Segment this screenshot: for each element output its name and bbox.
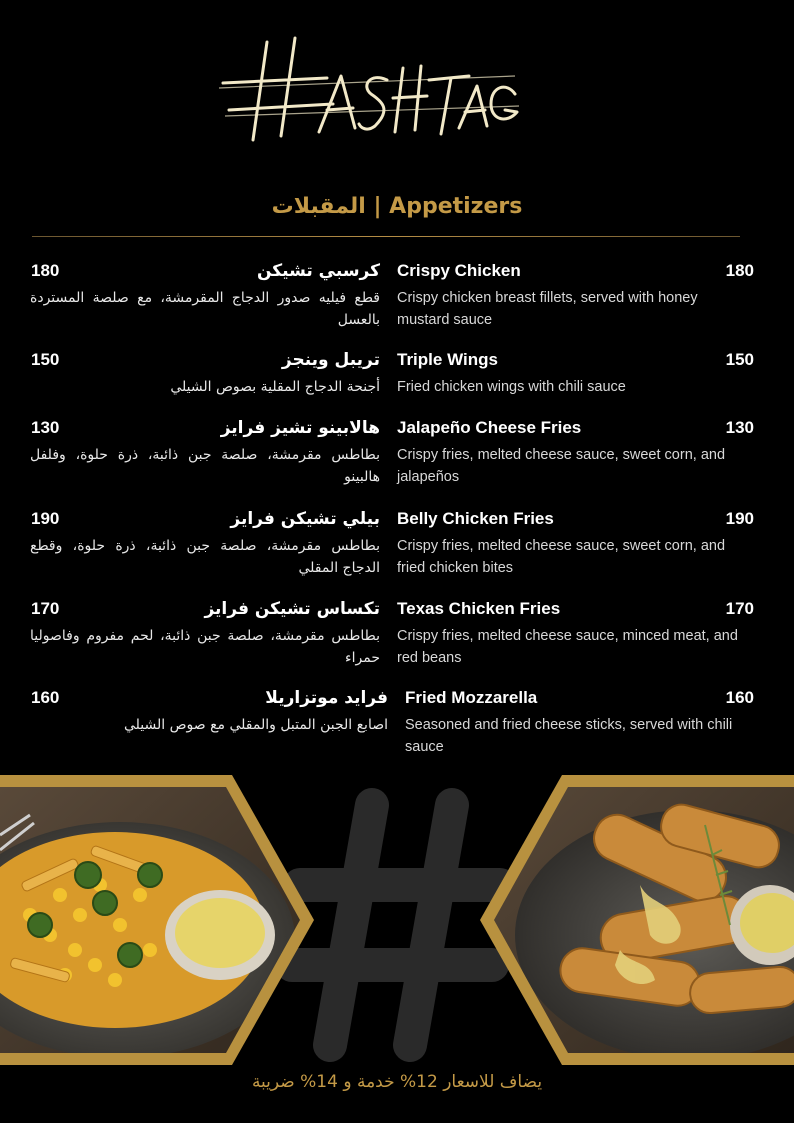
crispy-chicken-photo <box>480 775 794 1065</box>
item-name-en: Triple Wings <box>397 350 498 369</box>
item-desc-en: Crispy chicken breast fillets, served with honey mustard sauce <box>397 290 698 328</box>
cheese-fries-photo <box>0 775 320 1065</box>
item-desc-ar: اصابع الجبن المتبل والمقلي مع صوص الشيلي <box>123 717 388 733</box>
item-name-en: Belly Chicken Fries <box>397 509 554 528</box>
section-title: المقبلات | Appetizers <box>271 194 523 219</box>
price-ar: 190 <box>31 509 60 528</box>
tax-service-note: يضاف للاسعار 12% خدمة و 14% ضريبة <box>251 1072 543 1092</box>
item-desc-en: Fried chicken wings with chili sauce <box>397 379 626 395</box>
item-desc-ar: قطع فيليه صدور الدجاج المقرمشة، مع صلصة المستردة بالعسل <box>30 290 380 328</box>
item-desc-en: Crispy fries, melted cheese sauce, sweet corn, and fried chicken bites <box>397 538 726 576</box>
item-desc-ar: أجنحة الدجاج المقلية بصوص الشيلي <box>170 379 380 395</box>
price-ar: 130 <box>31 418 60 437</box>
section-divider <box>32 236 740 237</box>
item-name-ar: بيلي تشيكن فرايز <box>230 509 380 529</box>
item-name-en: Fried Mozzarella <box>405 688 538 707</box>
item-name-en: Texas Chicken Fries <box>397 599 561 618</box>
item-name-ar: فرايد موتزاريلا <box>265 688 388 708</box>
price-ar: 150 <box>31 350 60 369</box>
price-en: 130 <box>725 418 754 437</box>
price-ar: 170 <box>31 599 60 618</box>
item-name-en: Crispy Chicken <box>397 261 521 280</box>
price-ar: 160 <box>31 688 60 707</box>
item-name-ar: تكساس تشيكن فرايز <box>204 599 380 619</box>
item-name-ar: كرسبي تشيكن <box>256 261 380 281</box>
hashtag-logo <box>215 28 525 158</box>
price-en: 160 <box>725 688 754 707</box>
price-en: 190 <box>725 509 754 528</box>
price-en: 150 <box>725 350 754 369</box>
hashtag-watermark <box>292 805 500 1045</box>
item-name-ar: هالابينو تشيز فرايز <box>220 418 380 438</box>
price-ar: 180 <box>31 261 60 280</box>
food-photo-band <box>0 775 794 1065</box>
item-desc-ar: بطاطس مقرمشة، صلصة جبن ذائبة، ذرة حلوة، وقطع الدجاج المقلي <box>30 538 380 576</box>
item-name-ar: تريبل وينجز <box>281 350 380 370</box>
item-desc-ar: بطاطس مقرمشة، صلصة جبن ذائبة، ذرة حلوة، وفلفل هالبينو <box>30 447 380 485</box>
price-en: 180 <box>725 261 754 280</box>
item-desc-en: Seasoned and fried cheese sticks, served with chili sauce <box>405 717 733 755</box>
item-desc-en: Crispy fries, melted cheese sauce, sweet corn, and jalapeños <box>397 447 726 485</box>
item-name-en: Jalapeño Cheese Fries <box>397 418 582 437</box>
item-desc-en: Crispy fries, melted cheese sauce, minced meat, and red beans <box>397 628 738 666</box>
price-en: 170 <box>725 599 754 618</box>
item-desc-ar: بطاطس مقرمشة، صلصة جبن ذائبة، لحم مفروم وفاصوليا حمراء <box>30 628 380 666</box>
